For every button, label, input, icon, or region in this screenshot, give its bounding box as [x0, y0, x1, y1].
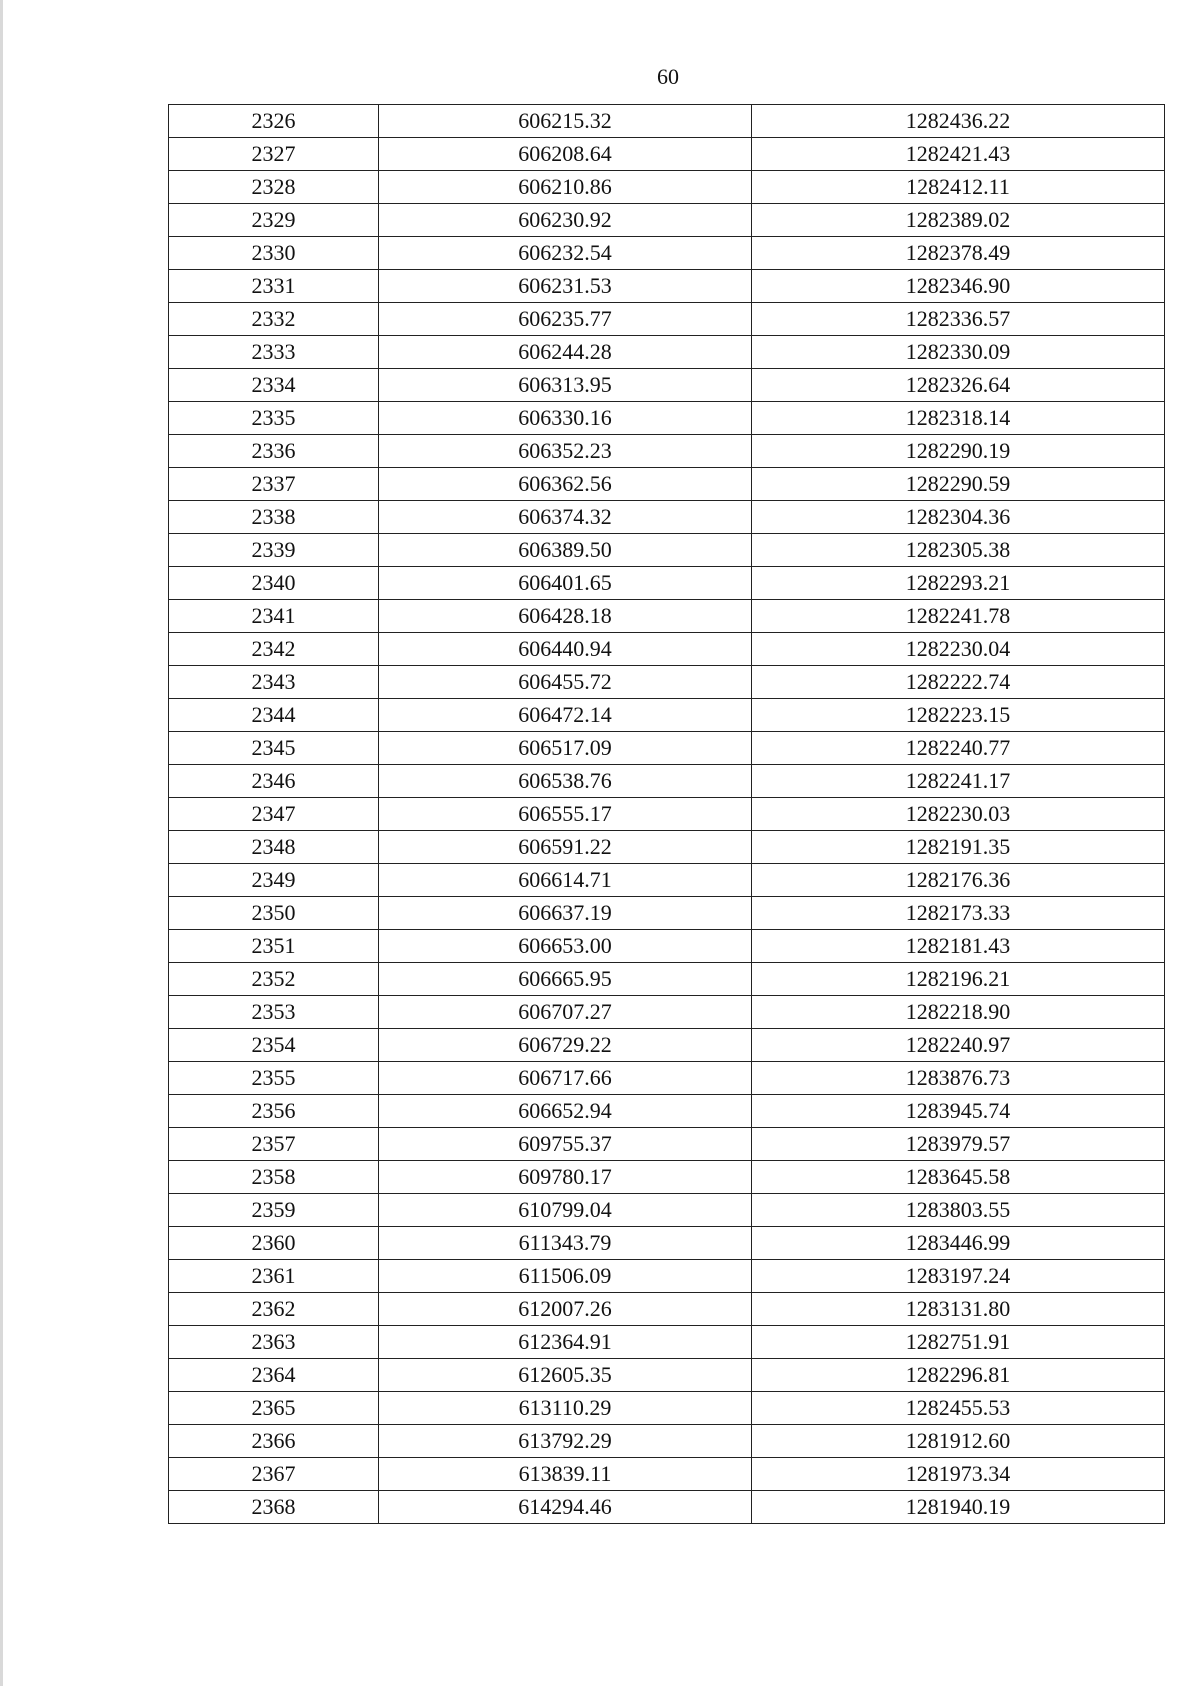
y-coordinate-cell: 1282240.97: [752, 1029, 1165, 1062]
y-coordinate-cell: 1282330.09: [752, 336, 1165, 369]
x-coordinate-cell: 612605.35: [379, 1359, 752, 1392]
y-coordinate-cell: 1282176.36: [752, 864, 1165, 897]
y-coordinate-cell: 1282230.03: [752, 798, 1165, 831]
x-coordinate-cell: 606555.17: [379, 798, 752, 831]
x-coordinate-cell: 613110.29: [379, 1392, 752, 1425]
table-row: [169, 666, 1165, 699]
table-row: [169, 996, 1165, 1029]
x-coordinate-cell: 612007.26: [379, 1293, 752, 1326]
point-number-cell: 2353: [169, 996, 379, 1029]
y-coordinate-cell: 1282290.59: [752, 468, 1165, 501]
x-coordinate-cell: 606330.16: [379, 402, 752, 435]
point-number-cell: 2367: [169, 1458, 379, 1491]
point-number-cell: 2330: [169, 237, 379, 270]
x-coordinate-cell: 613792.29: [379, 1425, 752, 1458]
table-row: [169, 1260, 1165, 1293]
x-coordinate-cell: 606538.76: [379, 765, 752, 798]
coordinates-table: [168, 104, 1165, 1524]
table-row: [169, 1491, 1165, 1524]
table-row: [169, 369, 1165, 402]
point-number-cell: 2350: [169, 897, 379, 930]
point-number-cell: 2359: [169, 1194, 379, 1227]
point-number-cell: 2368: [169, 1491, 379, 1524]
y-coordinate-cell: 1282336.57: [752, 303, 1165, 336]
x-coordinate-cell: 606707.27: [379, 996, 752, 1029]
x-coordinate-cell: 614294.46: [379, 1491, 752, 1524]
y-coordinate-cell: 1282222.74: [752, 666, 1165, 699]
y-coordinate-cell: 1283131.80: [752, 1293, 1165, 1326]
table-row: [169, 1293, 1165, 1326]
y-coordinate-cell: 1282304.36: [752, 501, 1165, 534]
point-number-cell: 2329: [169, 204, 379, 237]
y-coordinate-cell: 1282290.19: [752, 435, 1165, 468]
y-coordinate-cell: 1283876.73: [752, 1062, 1165, 1095]
table-row: [169, 270, 1165, 303]
x-coordinate-cell: 606517.09: [379, 732, 752, 765]
table-row: [169, 1227, 1165, 1260]
x-coordinate-cell: 606230.92: [379, 204, 752, 237]
point-number-cell: 2351: [169, 930, 379, 963]
x-coordinate-cell: 606231.53: [379, 270, 752, 303]
page-number: 60: [657, 64, 679, 89]
point-number-cell: 2349: [169, 864, 379, 897]
x-coordinate-cell: 606665.95: [379, 963, 752, 996]
x-coordinate-cell: 606401.65: [379, 567, 752, 600]
table-row: [169, 699, 1165, 732]
point-number-cell: 2331: [169, 270, 379, 303]
coordinates-table-body: [169, 105, 1165, 1524]
y-coordinate-cell: 1282318.14: [752, 402, 1165, 435]
y-coordinate-cell: 1282240.77: [752, 732, 1165, 765]
table-row: [169, 600, 1165, 633]
point-number-cell: 2363: [169, 1326, 379, 1359]
table-row: [169, 435, 1165, 468]
y-coordinate-cell: 1282389.02: [752, 204, 1165, 237]
x-coordinate-cell: 606440.94: [379, 633, 752, 666]
table-row: [169, 1425, 1165, 1458]
point-number-cell: 2364: [169, 1359, 379, 1392]
y-coordinate-cell: 1282751.91: [752, 1326, 1165, 1359]
y-coordinate-cell: 1283645.58: [752, 1161, 1165, 1194]
point-number-cell: 2340: [169, 567, 379, 600]
point-number-cell: 2365: [169, 1392, 379, 1425]
y-coordinate-cell: 1282421.43: [752, 138, 1165, 171]
table-row: [169, 501, 1165, 534]
table-row: [169, 1128, 1165, 1161]
y-coordinate-cell: 1283945.74: [752, 1095, 1165, 1128]
y-coordinate-cell: 1282223.15: [752, 699, 1165, 732]
table-row: [169, 633, 1165, 666]
point-number-cell: 2356: [169, 1095, 379, 1128]
y-coordinate-cell: 1283803.55: [752, 1194, 1165, 1227]
y-coordinate-cell: 1282241.17: [752, 765, 1165, 798]
table-row: [169, 1095, 1165, 1128]
point-number-cell: 2361: [169, 1260, 379, 1293]
table-row: [169, 1326, 1165, 1359]
x-coordinate-cell: 612364.91: [379, 1326, 752, 1359]
table-row: [169, 1392, 1165, 1425]
y-coordinate-cell: 1282230.04: [752, 633, 1165, 666]
point-number-cell: 2343: [169, 666, 379, 699]
x-coordinate-cell: 606215.32: [379, 105, 752, 138]
point-number-cell: 2360: [169, 1227, 379, 1260]
x-coordinate-cell: 606352.23: [379, 435, 752, 468]
table-row: [169, 303, 1165, 336]
x-coordinate-cell: 606428.18: [379, 600, 752, 633]
y-coordinate-cell: 1282455.53: [752, 1392, 1165, 1425]
point-number-cell: 2344: [169, 699, 379, 732]
y-coordinate-cell: 1281940.19: [752, 1491, 1165, 1524]
x-coordinate-cell: 606472.14: [379, 699, 752, 732]
y-coordinate-cell: 1282296.81: [752, 1359, 1165, 1392]
table-row: [169, 831, 1165, 864]
point-number-cell: 2338: [169, 501, 379, 534]
y-coordinate-cell: 1282293.21: [752, 567, 1165, 600]
x-coordinate-cell: 606208.64: [379, 138, 752, 171]
y-coordinate-cell: 1281912.60: [752, 1425, 1165, 1458]
table-row: [169, 237, 1165, 270]
y-coordinate-cell: 1282181.43: [752, 930, 1165, 963]
point-number-cell: 2358: [169, 1161, 379, 1194]
point-number-cell: 2352: [169, 963, 379, 996]
point-number-cell: 2346: [169, 765, 379, 798]
table-row: [169, 765, 1165, 798]
point-number-cell: 2347: [169, 798, 379, 831]
x-coordinate-cell: 606455.72: [379, 666, 752, 699]
table-row: [169, 1458, 1165, 1491]
x-coordinate-cell: 610799.04: [379, 1194, 752, 1227]
y-coordinate-cell: 1282191.35: [752, 831, 1165, 864]
table-row: [169, 402, 1165, 435]
x-coordinate-cell: 606614.71: [379, 864, 752, 897]
point-number-cell: 2362: [169, 1293, 379, 1326]
table-row: [169, 171, 1165, 204]
scan-edge: [0, 0, 3, 1686]
point-number-cell: 2341: [169, 600, 379, 633]
table-row: [169, 963, 1165, 996]
point-number-cell: 2339: [169, 534, 379, 567]
y-coordinate-cell: 1282241.78: [752, 600, 1165, 633]
point-number-cell: 2355: [169, 1062, 379, 1095]
table-row: [169, 1161, 1165, 1194]
point-number-cell: 2336: [169, 435, 379, 468]
x-coordinate-cell: 606653.00: [379, 930, 752, 963]
point-number-cell: 2354: [169, 1029, 379, 1062]
point-number-cell: 2332: [169, 303, 379, 336]
table-row: [169, 1029, 1165, 1062]
point-number-cell: 2335: [169, 402, 379, 435]
point-number-cell: 2327: [169, 138, 379, 171]
table-row: [169, 1194, 1165, 1227]
point-number-cell: 2366: [169, 1425, 379, 1458]
x-coordinate-cell: 611343.79: [379, 1227, 752, 1260]
y-coordinate-cell: 1282378.49: [752, 237, 1165, 270]
point-number-cell: 2345: [169, 732, 379, 765]
x-coordinate-cell: 606235.77: [379, 303, 752, 336]
table-row: [169, 1359, 1165, 1392]
x-coordinate-cell: 606389.50: [379, 534, 752, 567]
point-number-cell: 2334: [169, 369, 379, 402]
point-number-cell: 2342: [169, 633, 379, 666]
y-coordinate-cell: 1282346.90: [752, 270, 1165, 303]
table-row: [169, 732, 1165, 765]
x-coordinate-cell: 606652.94: [379, 1095, 752, 1128]
y-coordinate-cell: 1282412.11: [752, 171, 1165, 204]
table-row: [169, 138, 1165, 171]
x-coordinate-cell: 606313.95: [379, 369, 752, 402]
x-coordinate-cell: 606729.22: [379, 1029, 752, 1062]
table-row: [169, 897, 1165, 930]
y-coordinate-cell: 1282326.64: [752, 369, 1165, 402]
y-coordinate-cell: 1282173.33: [752, 897, 1165, 930]
point-number-cell: 2337: [169, 468, 379, 501]
table-row: [169, 864, 1165, 897]
x-coordinate-cell: 606362.56: [379, 468, 752, 501]
x-coordinate-cell: 613839.11: [379, 1458, 752, 1491]
x-coordinate-cell: 606637.19: [379, 897, 752, 930]
point-number-cell: 2333: [169, 336, 379, 369]
y-coordinate-cell: 1282436.22: [752, 105, 1165, 138]
y-coordinate-cell: 1282218.90: [752, 996, 1165, 1029]
y-coordinate-cell: 1283197.24: [752, 1260, 1165, 1293]
table-row: [169, 930, 1165, 963]
point-number-cell: 2348: [169, 831, 379, 864]
table-row: [169, 567, 1165, 600]
x-coordinate-cell: 609755.37: [379, 1128, 752, 1161]
point-number-cell: 2357: [169, 1128, 379, 1161]
x-coordinate-cell: 606374.32: [379, 501, 752, 534]
x-coordinate-cell: 611506.09: [379, 1260, 752, 1293]
table-row: [169, 1062, 1165, 1095]
x-coordinate-cell: 606591.22: [379, 831, 752, 864]
y-coordinate-cell: 1283446.99: [752, 1227, 1165, 1260]
table-row: [169, 336, 1165, 369]
y-coordinate-cell: 1283979.57: [752, 1128, 1165, 1161]
x-coordinate-cell: 609780.17: [379, 1161, 752, 1194]
point-number-cell: 2326: [169, 105, 379, 138]
table-row: [169, 798, 1165, 831]
y-coordinate-cell: 1282196.21: [752, 963, 1165, 996]
table-row: [169, 534, 1165, 567]
x-coordinate-cell: 606210.86: [379, 171, 752, 204]
x-coordinate-cell: 606717.66: [379, 1062, 752, 1095]
y-coordinate-cell: 1281973.34: [752, 1458, 1165, 1491]
x-coordinate-cell: 606244.28: [379, 336, 752, 369]
x-coordinate-cell: 606232.54: [379, 237, 752, 270]
table-row: [169, 204, 1165, 237]
y-coordinate-cell: 1282305.38: [752, 534, 1165, 567]
table-row: [169, 468, 1165, 501]
point-number-cell: 2328: [169, 171, 379, 204]
table-row: [169, 105, 1165, 138]
